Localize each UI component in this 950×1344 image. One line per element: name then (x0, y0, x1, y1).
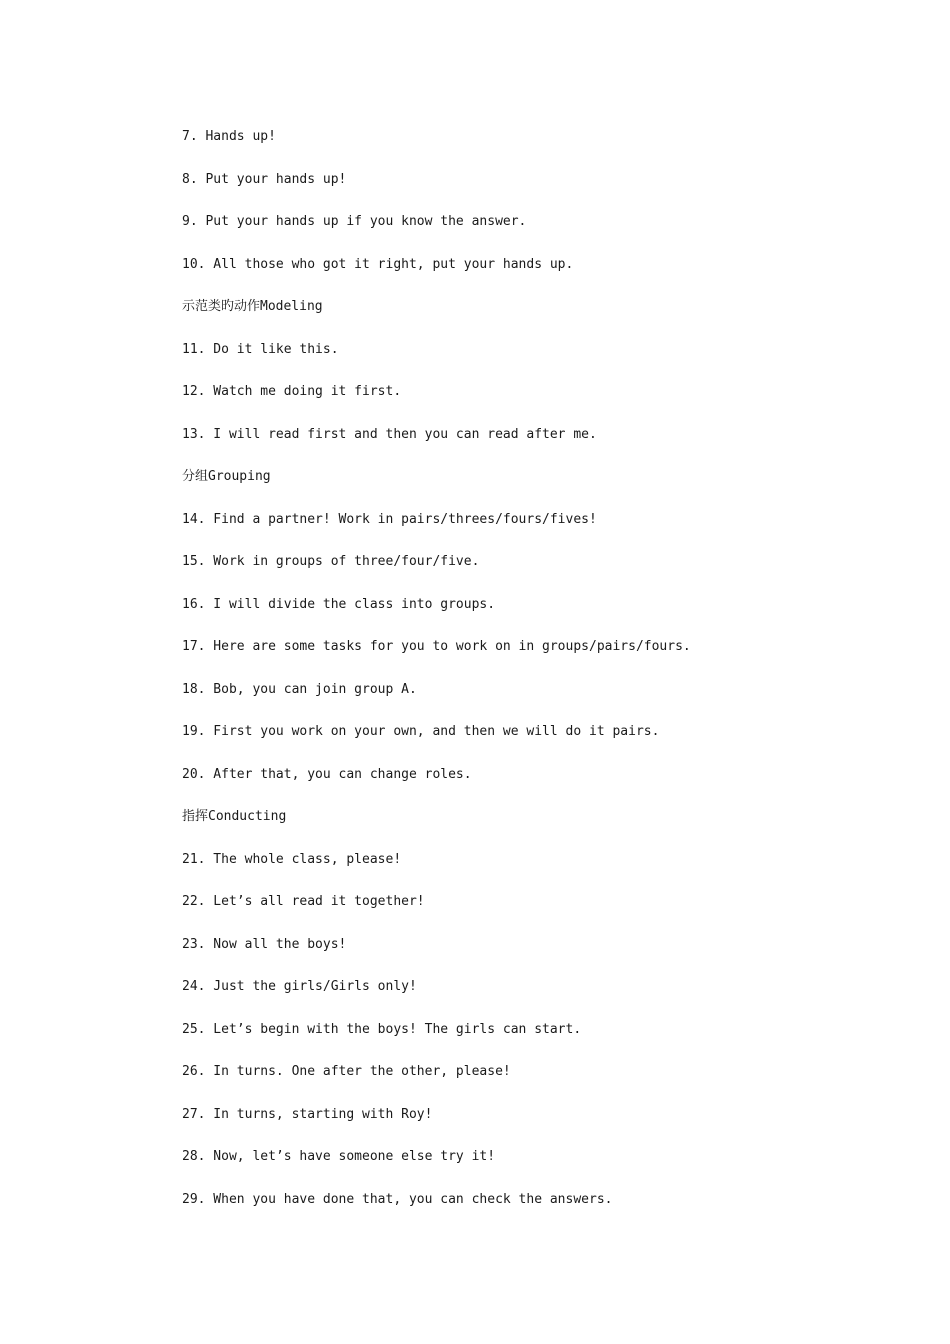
list-item: 21. The whole class, please! (182, 851, 402, 867)
list-item: 11. Do it like this. (182, 341, 339, 357)
list-item: 24. Just the girls/Girls only! (182, 979, 417, 994)
list-item: 12. Watch me doing it first. (182, 384, 402, 399)
list-item: 19. First you work on your own, and then we will do it pairs. (182, 724, 660, 739)
list-item: 13. I will read first and then you can read after me. (182, 426, 597, 442)
list-item: 10. All those who got it right, put your hands up. (182, 256, 574, 272)
list-item: 28. Now, let’s have someone else try it! (182, 1149, 496, 1164)
document-body (182, 126, 882, 1231)
section-heading: 指挥Conducting (182, 809, 287, 824)
section-heading: 示范类旳动作Modeling (182, 299, 323, 314)
list-item: 15. Work in groups of three/four/five. (182, 554, 480, 569)
list-item: 26. In turns. One after the other, please! (182, 1064, 511, 1079)
list-item: 8. Put your hands up! (182, 171, 347, 187)
list-item: 20. After that, you can change roles. (182, 766, 472, 782)
list-item: 14. Find a partner! Work in pairs/threes/fours/fives! (182, 511, 597, 527)
list-item: 7. Hands up! (182, 129, 276, 144)
list-item: 18. Bob, you can join group A. (182, 681, 417, 697)
list-item: 16. I will divide the class into groups. (182, 596, 496, 612)
list-item: 17. Here are some tasks for you to work on in groups/pairs/fours. (182, 639, 691, 654)
list-item: 9. Put your hands up if you know the answer. (182, 214, 527, 229)
section-heading: 分组Grouping (182, 469, 271, 484)
list-item: 29. When you have done that, you can check the answers. (182, 1191, 613, 1207)
list-item: 27. In turns, starting with Roy! (182, 1106, 433, 1122)
list-item: 25. Let’s begin with the boys! The girls can start. (182, 1021, 582, 1037)
list-item: 22. Let’s all read it together! (182, 894, 425, 909)
list-item: 23. Now all the boys! (182, 936, 347, 952)
